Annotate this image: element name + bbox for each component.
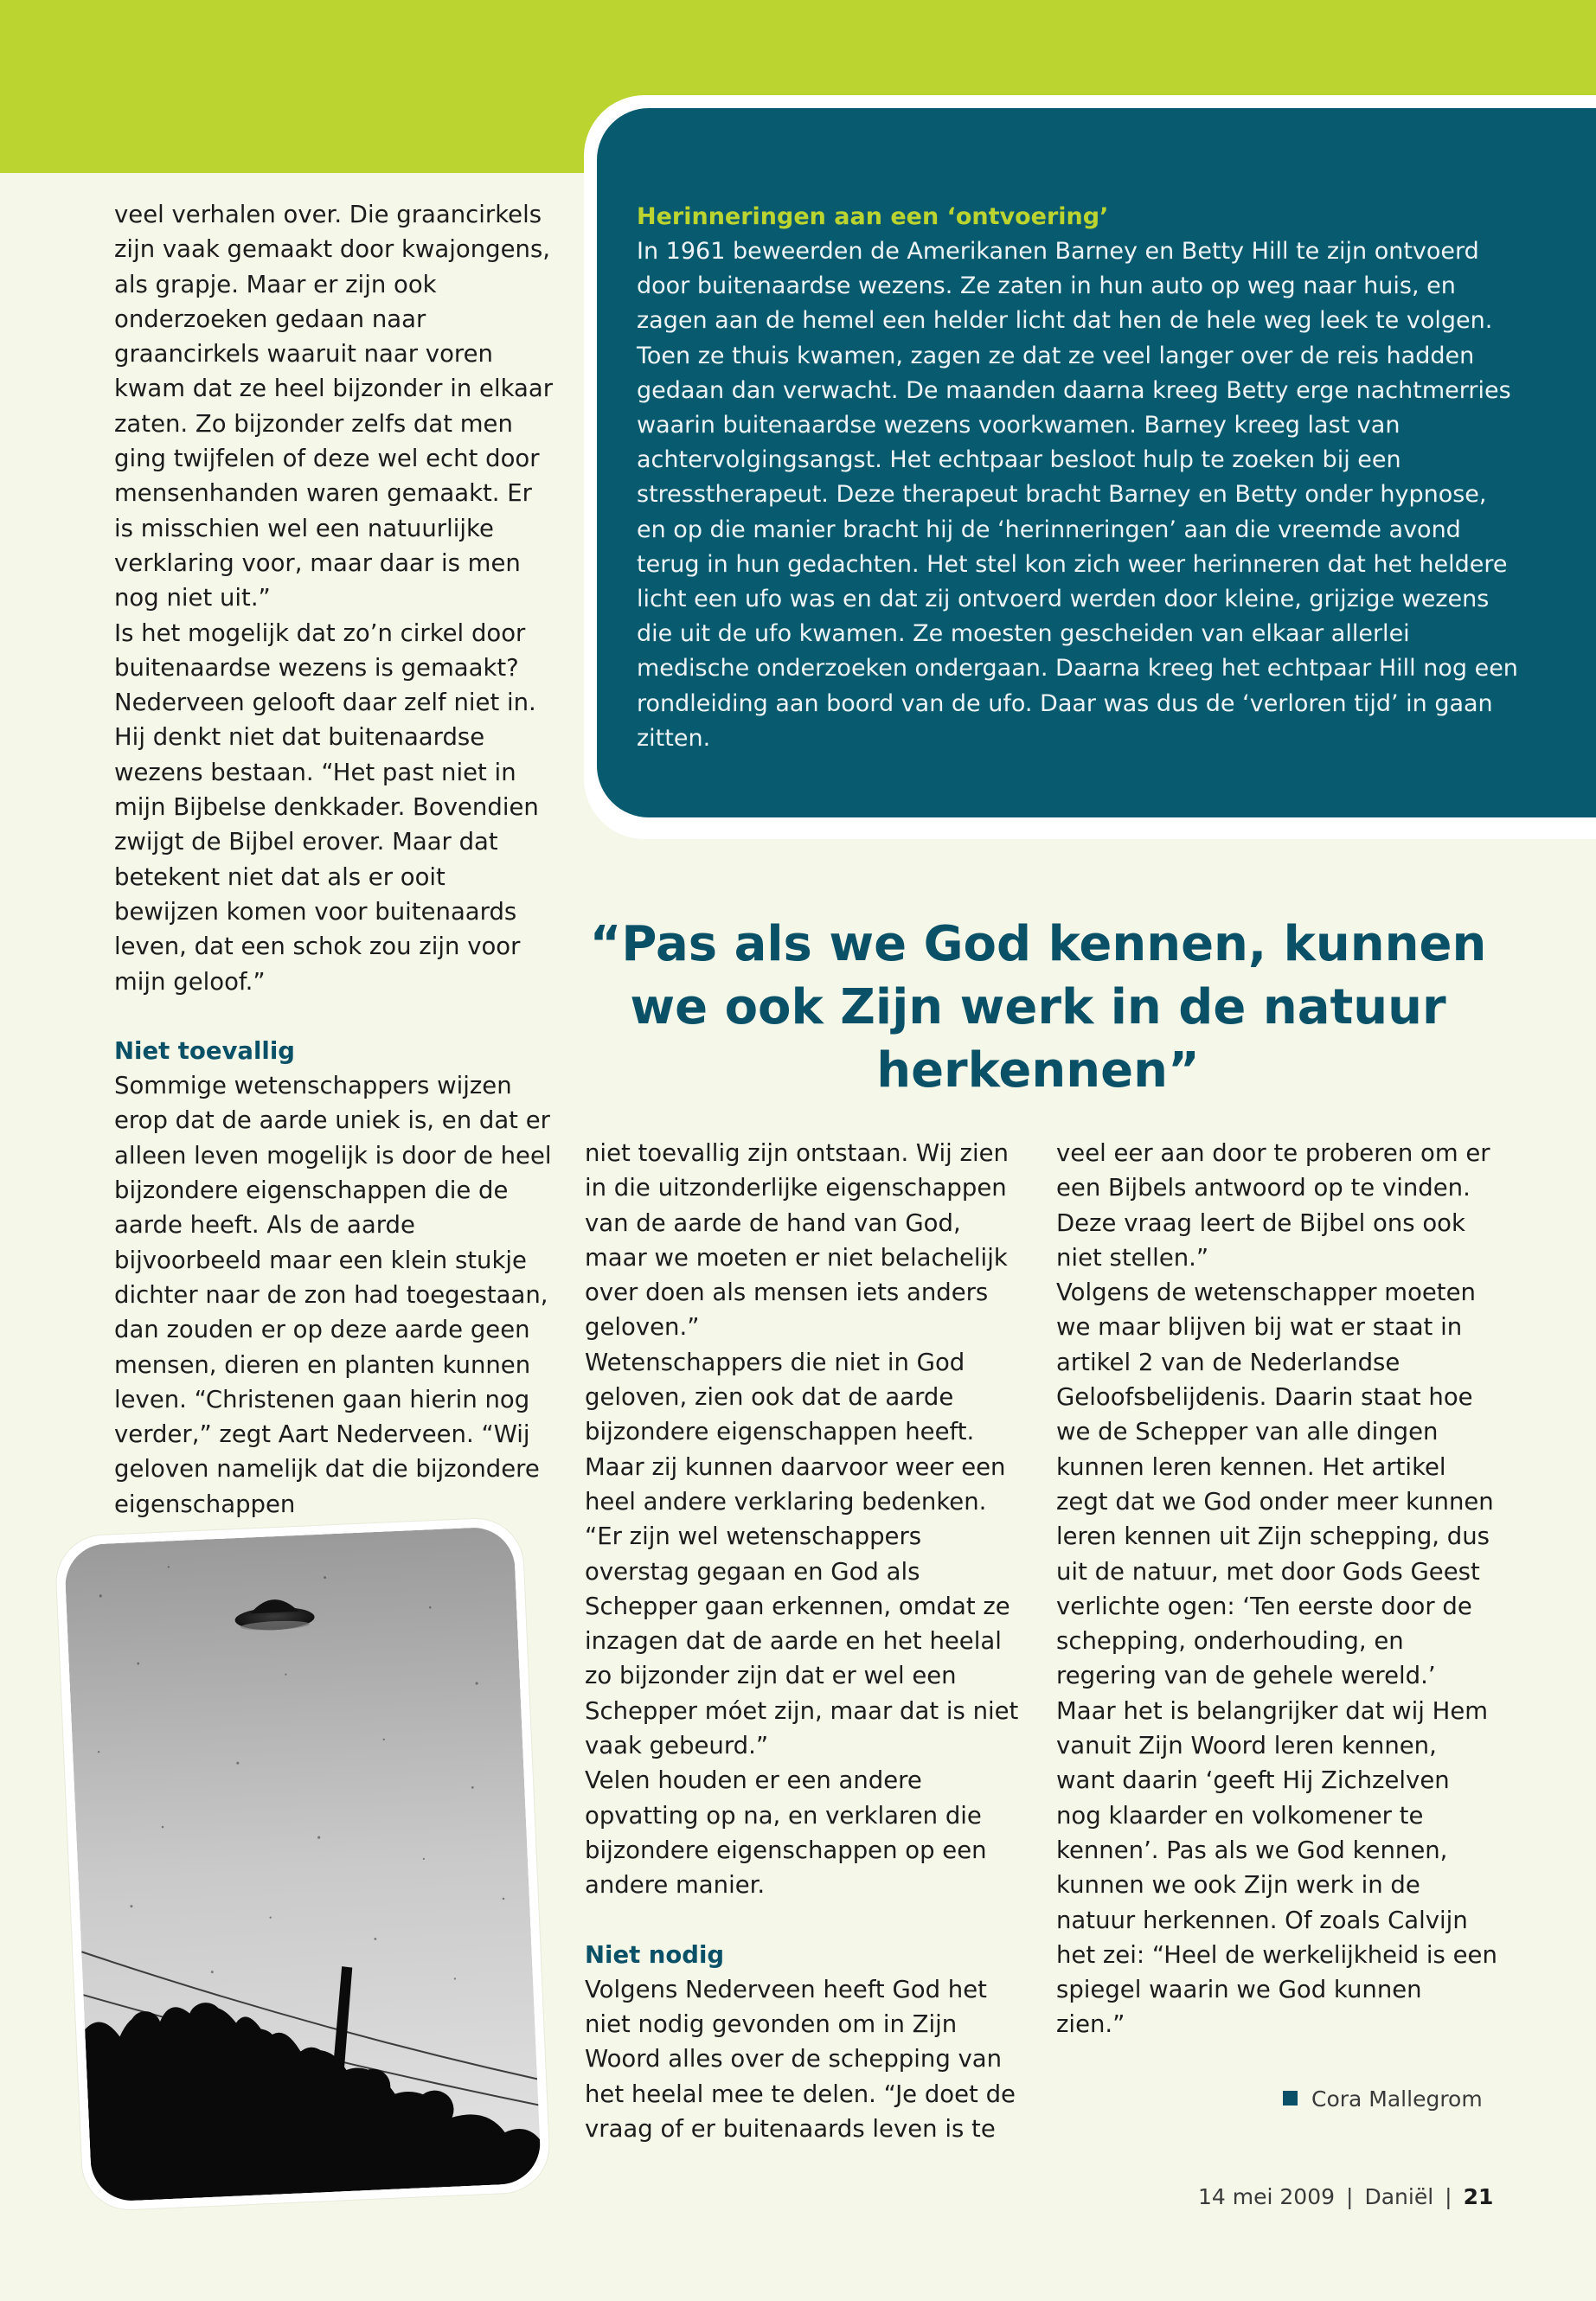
article-paragraph: Wetenschappers die niet in God geloven, zien ook dat de aarde bijzondere eigenschappen heeft. Maar zij kunnen daarvoor weer een heel andere verklaring bedenken. “Er zijn wel wetenschappers overstag gegaan en God als Schepper gaan erkennen, omdat ze inzagen dat de aarde en het heelal zo bijzonder zijn dat er wel een Schepper móet zijn, maar dat is niet vaak gebeurd.” [585, 1348, 1019, 1760]
article-paragraph: Velen houden er een andere opvatting op na, en verklaren die bijzondere eigenschappen op een andere manier. [585, 1766, 987, 1900]
author-byline [1283, 2085, 1483, 2114]
footer-separator: | [1445, 2184, 1452, 2209]
sidebar-box-text: In 1961 beweerden de Amerikanen Barney en Betty Hill te zijn ontvoerd door buitenaardse wezens. Ze zaten in hun auto op weg naar huis, en zagen aan de hemel een helder licht dat hen de hele weg leek te volgen. Toen ze thuis kwamen, zagen ze dat ze veel langer over de reis hadden gedaan dan verwacht. De maanden daarna kreeg Betty erge nachtmerries waarin buitenaardse wezens voorkwamen. Barney kreeg last van achtervolgingsangst. Het echtpaar besloot hulp te zoeken bij een stresstherapeut. Deze therapeut bracht Barney en Betty onder hypnose, en op die manier bracht hij de ‘herinneringen’ aan die vreemde avond terug in hun gedachten. Het stel kon zich weer herinneren dat het heldere licht een ufo was en dat zij ontvoerd werden door kleine, grijzige wezens die uit de ufo kwamen. Ze moesten gescheiden van elkaar allerlei medische onderzoeken ondergaan. Daarna kreeg het echtpaar Hill nog een rondleiding aan boord van de ufo. Daar was dus de ‘verloren tijd’ in gaan zitten. [637, 238, 1518, 752]
pull-quote: “Pas als we God kennen, kunnen we ook Zijn werk in de natuur herkennen” [589, 916, 1487, 1099]
ufo-photo [64, 1526, 542, 2202]
article-column-3 [1056, 1136, 1497, 2042]
sidebar-box-title: Herinneringen aan een ‘ontvoering’ [637, 203, 1109, 230]
article-paragraph: Sommige wetenschappers wijzen erop dat de aarde uniek is, en dat er alleen leven mogelijk is door de heel bijzondere eigenschappen die de aarde heeft. Als de aarde bijvoorbeeld maar een klein stukje dichter naar de zon had toegestaan, dan zouden er op deze aarde geen mensen, dieren en planten kunnen leven. “Christenen gaan hierin nog verder,” zegt Aart Nederveen. “Wij geloven namelijk dat die bijzondere eigenschappen [114, 1072, 552, 1518]
page-number: 21 [1463, 2184, 1494, 2209]
author-name: Cora Mallegrom [1311, 2086, 1483, 2112]
byline-square-icon [1283, 2091, 1298, 2106]
section-heading-niet-nodig: Niet nodig [585, 1940, 725, 1969]
section-heading-niet-toevallig: Niet toevallig [114, 1036, 295, 1065]
ufo-photo-image [64, 1526, 542, 2202]
sidebar-box [597, 108, 1596, 817]
article-column-1 [114, 197, 555, 1522]
article-column-2 [585, 1136, 1026, 2146]
article-paragraph: niet toevallig zijn ontstaan. Wij zien in die uitzonderlijke eigenschappen van de aarde de hand van God, maar we moeten er niet belachelijk over doen als mensen iets anders geloven.” [585, 1139, 1009, 1342]
footer-magazine: Daniël [1364, 2184, 1434, 2209]
article-paragraph: Is het mogelijk dat zo’n cirkel door buitenaardse wezens is gemaakt? Nederveen gelooft daar zelf niet in. Hij denkt niet dat buitenaardse wezens bestaan. “Het past niet in mijn Bijbelse denkkader. Bovendien zwijgt de Bijbel erover. Maar dat betekent niet dat als er ooit bewijzen komen voor buitenaards leven, dat een schok zou zijn voor mijn geloof.” [114, 619, 539, 996]
ufo-photo-frame [54, 1517, 551, 2212]
footer-separator: | [1346, 2184, 1354, 2209]
article-paragraph: Volgens Nederveen heeft God het niet nodig gevonden om in Zijn Woord alles over de schepping van het heelal mee te delen. “Je doet de vraag of er buitenaards leven is te [585, 1975, 1016, 2144]
article-paragraph: veel eer aan door te proberen om er een Bijbels antwoord op te vinden. Deze vraag leert de Bijbel ons ook niet stellen.” [1056, 1139, 1490, 1272]
page-footer [1198, 2182, 1493, 2212]
article-paragraph: veel verhalen over. Die graancirkels zijn vaak gemaakt door kwajongens, als grapje. Maar er zijn ook onderzoeken gedaan naar graancirkels waaruit naar voren kwam dat ze heel bijzonder in elkaar zaten. Zo bijzonder zelfs dat men ging twijfelen of deze wel echt door mensenhanden waren gemaakt. Er is misschien wel een natuurlijke verklaring voor, maar daar is men nog niet uit.” [114, 201, 554, 612]
footer-date: 14 mei 2009 [1198, 2184, 1336, 2209]
article-paragraph: Volgens de wetenschapper moeten we maar blijven bij wat er staat in artikel 2 van de Nederlandse Geloofsbelijdenis. Daarin staat hoe we de Schepper van alle dingen kunnen leren kennen. Het artikel zegt dat we God onder meer kunnen leren kennen uit Zijn schepping, dus uit de natuur, met door Gods Geest verlichte ogen: ‘Ten eerste door de schepping, onderhouding, en regering van de gehele wereld.’ Maar het is belangrijker dat wij Hem vanuit Zijn Woord leren kennen, want daarin ‘geeft Hij Zichzelven nog klaarder en volkomener te kennen’. Pas als we God kennen, kunnen we ook Zijn werk in de natuur herkennen. Of zoals Calvijn het zei: “Heel de werkelijkheid is een spiegel waarin we God kunnen zien.” [1056, 1279, 1497, 2039]
